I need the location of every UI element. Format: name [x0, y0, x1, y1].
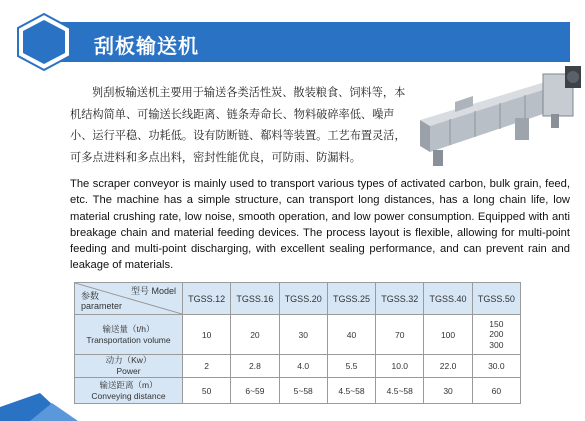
- model-header: TGSS.32: [376, 283, 424, 315]
- table-cell: 2.8: [231, 355, 279, 378]
- table-row: [75, 315, 521, 355]
- table-cell: 50: [183, 378, 231, 404]
- row-label-cn: 输送量（t/h）: [102, 323, 155, 334]
- row-label-en: Transportation volume: [86, 334, 171, 345]
- table-cell: 40: [327, 315, 375, 355]
- model-header: TGSS.25: [327, 283, 375, 315]
- row-label: [75, 315, 183, 355]
- model-header: TGSS.12: [183, 283, 231, 315]
- model-header: TGSS.16: [231, 283, 279, 315]
- table-cell: 2: [183, 355, 231, 378]
- row-label-en: Power: [116, 366, 141, 376]
- intro-chinese: 刿刮板输送机主要用于输送各类活性炭、散装粮食、饲料等，本机结构简单、可输送长线距离、链条寿命长、物料破碎率低、噪声小、运行平稳、功耗低。设有防断链、郗料等装置。工艺布置灵活，可多点进料和多点出料，密封性能优良，可防雨、防漏料。: [70, 86, 406, 164]
- table-cell: 100: [424, 315, 472, 355]
- table-cell: 5~58: [279, 378, 327, 404]
- table-cell: 30.0: [472, 355, 520, 378]
- row-label: [75, 378, 183, 404]
- row-label: [75, 355, 183, 378]
- row-label-cn: 输送距离（m）: [99, 379, 158, 390]
- table-row: [75, 378, 521, 404]
- table-header-row: [75, 283, 521, 315]
- table-cell: 20: [231, 315, 279, 355]
- table-row: [75, 355, 521, 378]
- corner-parameter-label: [81, 291, 122, 311]
- table-cell: 60: [472, 378, 520, 404]
- table-cell-multi: [472, 315, 520, 355]
- hexagon-decoration-icon: [14, 12, 74, 72]
- table-cell: 30: [279, 315, 327, 355]
- table-cell: 70: [376, 315, 424, 355]
- table-cell: 4.0: [279, 355, 327, 378]
- table-cell: 10.0: [376, 355, 424, 378]
- table-cell: 4.5~58: [327, 378, 375, 404]
- table-cell: 30: [424, 378, 472, 404]
- table-corner-cell: [75, 283, 183, 315]
- table-cell: 6~59: [231, 378, 279, 404]
- corner-parameter-en: parameter: [81, 301, 123, 311]
- table-cell: 22.0: [424, 355, 472, 378]
- model-header: TGSS.20: [279, 283, 327, 315]
- specification-table: [74, 282, 521, 404]
- corner-decoration-icon: [0, 385, 90, 421]
- model-header: TGSS.40: [424, 283, 472, 315]
- table-cell: 10: [183, 315, 231, 355]
- scraper-conveyor-image: [415, 62, 585, 174]
- page-title: 刮板输送机: [94, 34, 199, 58]
- table-cell: 5.5: [327, 355, 375, 378]
- multi-value: 300: [489, 339, 504, 350]
- table-cell: 4.5~58: [376, 378, 424, 404]
- row-label-cn: 动力（Kw）: [105, 355, 152, 365]
- multi-value: 200: [489, 329, 504, 340]
- row-label-en: Conveying distance: [91, 390, 166, 401]
- corner-model-label: 型号 Model: [130, 286, 176, 296]
- intro-english: The scraper conveyor is mainly used to transport various types of activated carbon, bulk grain, feed, etc. The machine has a simple structure, can transport long distances, has a long chain life, low material crushing rate, low noise, smooth operation, and low power consumption. Equipped with anti breakage chain and material feeding devices. The process layout is flexible, allowing for multi-point feeding and multi-point discharging, with excellent sealing performance, and can prevent rain and leakage of materials.: [70, 178, 570, 272]
- multi-value: 150: [489, 318, 504, 329]
- model-header: TGSS.50: [472, 283, 520, 315]
- corner-parameter-cn: 参数: [81, 291, 100, 301]
